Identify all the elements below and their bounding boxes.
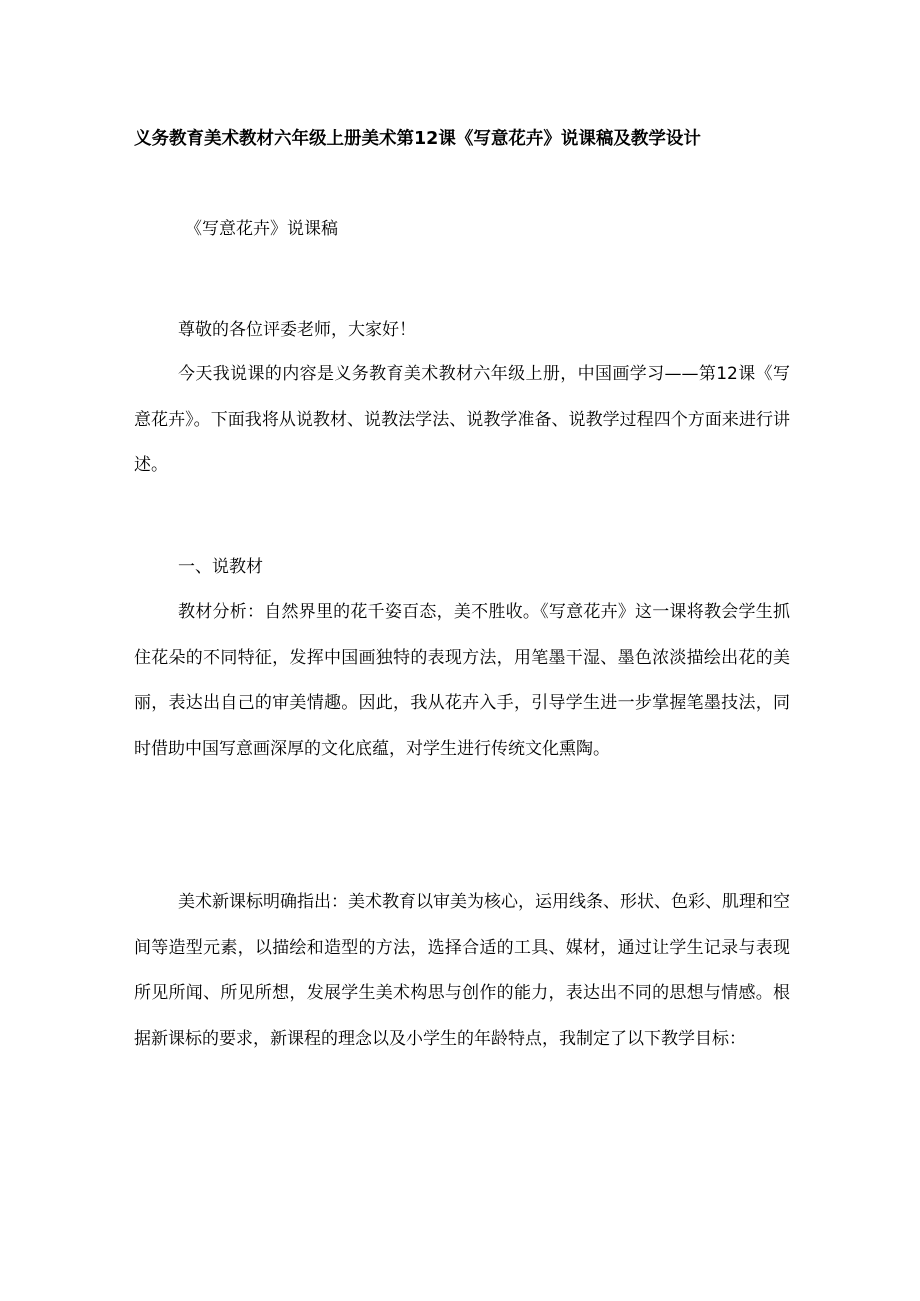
document-subtitle: 《写意花卉》说课稿 xyxy=(185,219,338,239)
intro-paragraph: 今天我说课的内容是义务教育美术教材六年级上册，中国画学习——第12课《写意花卉》。下面我将从说教材、说教法学法、说教学准备、说教学过程四个方面来进行讲述。 xyxy=(134,364,790,475)
document-title: 义务教育美术教材六年级上册美术第12课《写意花卉》说课稿及教学设计 xyxy=(134,129,701,149)
curriculum-standard-paragraph: 美术新课标明确指出：美术教育以审美为核心，运用线条、形状、色彩、肌理和空间等造型元素，以描绘和造型的方法，选择合适的工具、媒材，通过让学生记录与表现所见所闻、所见所想，发展学生美术构思与创作的能力，表达出不同的思想与情感。根据新课标的要求，新课程的理念以及小学生的年龄特点，我制定了以下教学目标： xyxy=(134,892,790,1049)
textbook-analysis-paragraph: 教材分析：自然界里的花千姿百态，美不胜收。《写意花卉》这一课将教会学生抓住花朵的不同特征，发挥中国画独特的表现方法，用笔墨干湿、墨色浓淡描绘出花的美丽，表达出自己的审美情趣。因此，我从花卉入手，引导学生进一步掌握笔墨技法，同时借助中国写意画深厚的文化底蕴，对学生进行传统文化熏陶。 xyxy=(134,602,790,759)
section-heading-textbook: 一、说教材 xyxy=(178,557,263,577)
greeting-paragraph: 尊敬的各位评委老师，大家好！ xyxy=(178,320,416,340)
